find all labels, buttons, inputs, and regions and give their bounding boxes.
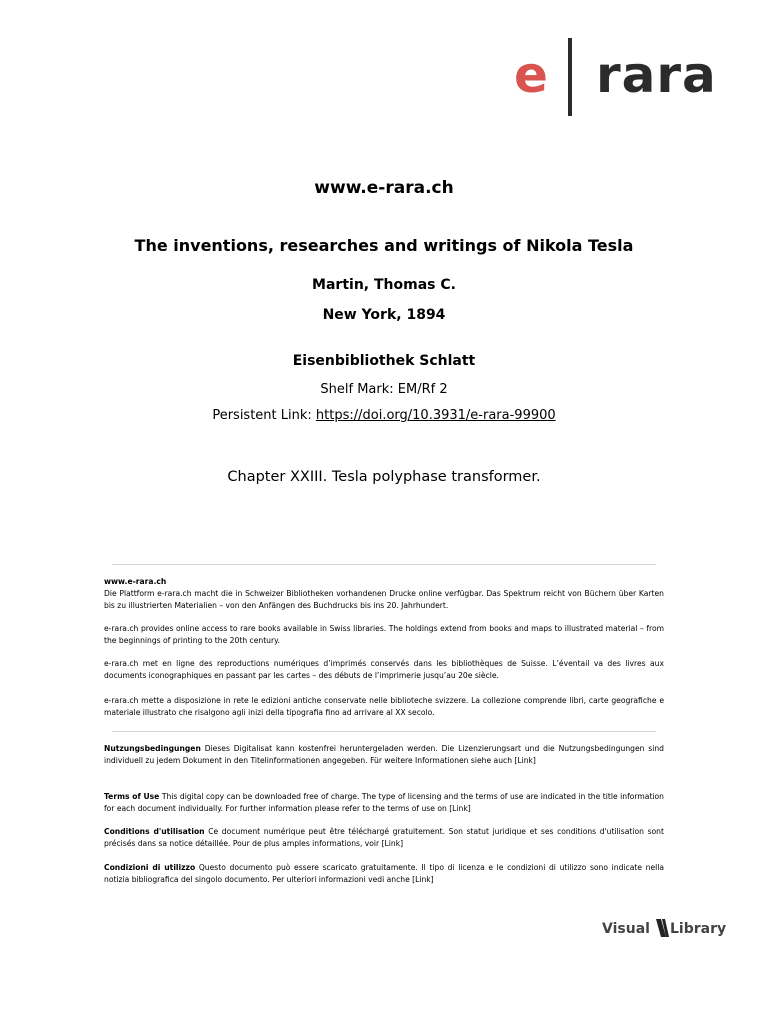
terms-en <box>104 791 664 815</box>
book-title: The inventions, researches and writings of Nikola Tesla <box>134 236 634 255</box>
divider <box>112 564 656 565</box>
terms-de-text: Dieses Digitalisat kann kostenfrei heruntergeladen werden. Die Lizenzierungsart und die Nutzungsbedingungen sind individuell zu jedem Dokument in den Titelinformationen angegeben. Für weitere Informationen siehe auch [Link] <box>104 744 664 765</box>
about-heading: www.e-rara.ch <box>104 577 167 586</box>
about-fr: e-rara.ch met en ligne des reproductions numériques d’imprimés conservés dans les bibliothèques de Suisse. L’éventail va des livres aux documents iconographiques en passant par les cartes – des débuts de l’imprimerie jusqu’au 20e siècle. <box>104 659 664 680</box>
terms-fr <box>104 826 664 850</box>
terms-fr-label: Conditions d'utilisation <box>104 827 205 836</box>
terms-de-label: Nutzungsbedingungen <box>104 744 201 753</box>
holding-library: Eisenbibliothek Schlatt <box>292 353 476 369</box>
publication-place-year: New York, 1894 <box>322 307 446 323</box>
e-rara-logo <box>512 36 722 118</box>
about-it: e-rara.ch mette a disposizione in rete le edizioni antiche conservate nelle biblioteche svizzere. La collezione comprende libri, carte geografiche e materiale illustrato che risalgono agli inizi della tipografia fino ad arrivare al XX secolo. <box>104 696 664 717</box>
about-de: Die Plattform e-rara.ch macht die in Schweizer Bibliotheken vorhandenen Drucke online verfügbar. Das Spektrum reicht von Büchern über Karten bis zu illustrierten Materialien – von den Anfängen des Buchdrucks bis ins 20. Jahrhundert. <box>104 589 664 610</box>
visual-library-left: Visual <box>602 921 650 937</box>
logo-rara: rara <box>596 46 717 104</box>
author: Martin, Thomas C. <box>312 277 456 293</box>
terms-it-label: Condizioni di utilizzo <box>104 863 196 872</box>
terms-it-text: Questo documento può essere scaricato gratuitamente. Il tipo di licenza e le condizioni di utilizzo sono indicate nella notizia bibliografica del singolo documento. Per ulteriori informazioni vedi anche [Link] <box>104 863 664 884</box>
visual-library-slash-icon <box>654 918 670 938</box>
terms-it <box>104 862 664 886</box>
shelf-mark: Shelf Mark: EM/Rf 2 <box>320 382 448 397</box>
persistent-link-url[interactable]: https://doi.org/10.3931/e-rara-99900 <box>315 408 556 423</box>
about-en: e-rara.ch provides online access to rare books available in Swiss libraries. The holdings extend from books and maps to illustrated material – from the beginnings of printing to the 20th century. <box>104 624 664 645</box>
terms-en-text: This digital copy can be downloaded free of charge. The type of licensing and the terms of use are indicated in the title information for each document individually. For further information please refer to the terms of use on [Link] <box>104 792 664 813</box>
visual-library-right: Library <box>670 921 727 937</box>
chapter-title: Chapter XXIII. Tesla polyphase transformer. <box>227 469 541 485</box>
persistent-link <box>0 408 768 423</box>
terms-de <box>104 743 664 767</box>
persistent-link-label: Persistent Link: <box>212 408 316 423</box>
logo-divider <box>568 38 572 116</box>
logo-e: e <box>514 46 548 104</box>
divider <box>112 731 656 732</box>
visual-library-logo <box>602 918 732 942</box>
site-name: www.e-rara.ch <box>314 178 454 198</box>
terms-fr-text: Ce document numérique peut être téléchargé gratuitement. Son statut juridique et ses conditions d'utilisation sont précisés dans sa notice détaillée. Pour de plus amples informations, voir [Link] <box>104 827 664 848</box>
terms-en-label: Terms of Use <box>104 792 160 801</box>
